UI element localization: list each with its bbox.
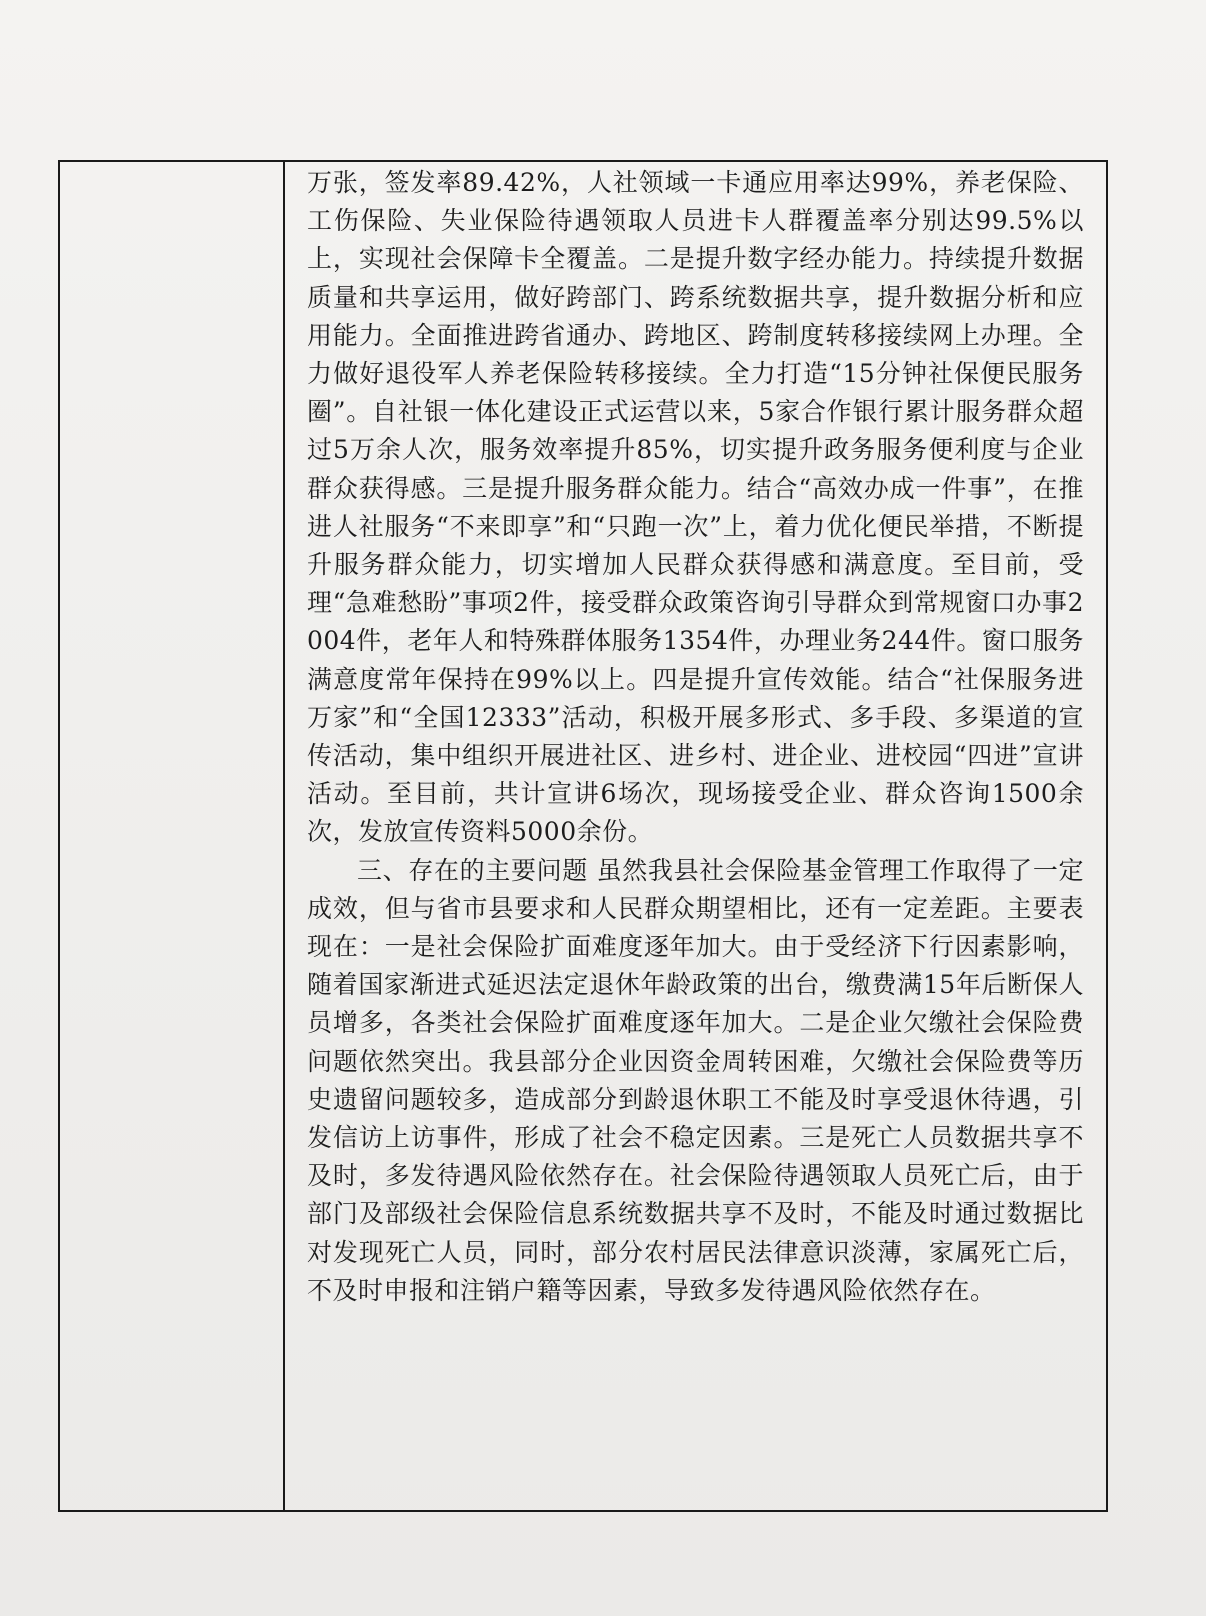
paragraph-progress: 万张，签发率89.42%，人社领域一卡通应用率达99%，养老保险、工伤保险、失业保险待遇领取人员进卡人群覆盖率分别达99.5%以上，实现社会保障卡全覆盖。二是提升数字经办能力。持续提升数据质量和共享运用，做好跨部门、跨系统数据共享，提升数据分析和应用能力。全面推进跨省通办、跨地区、跨制度转移接续网上办理。全力做好退役军人养老保险转移接续。全力打造“15分钟社保便民服务圈”。自社银一体化建设正式运营以来，5家合作银行累计服务群众超过5万余人次，服务效率提升85%，切实提升政务服务便利度与企业群众获得感。三是提升服务群众能力。结合“高效办成一件事”，在推进人社服务“不来即享”和“只跑一次”上，着力优化便民举措，不断提升服务群众能力，切实增加人民群众获得感和满意度。至目前，受理“急难愁盼”事项2件，接受群众政策咨询引导群众到常规窗口办事2004件，老年人和特殊群体服务1354件，办理业务244件。窗口服务满意度常年保持在99%以上。四是提升宣传效能。结合“社保服务进万家”和“全国12333”活动，积极开展多形式、多手段、多渠道的宣传活动，集中组织开展进社区、进乡村、进企业、进校园“四进”宣讲活动。至目前，共计宣讲6场次，现场接受企业、群众咨询1500余次，发放宣传资料5000余份。 — [307, 168, 1084, 847]
table-frame — [58, 160, 1108, 1512]
section-heading-problems: 三、存在的主要问题 — [357, 855, 588, 885]
table-content-cell — [289, 162, 1106, 1510]
paragraph-problems — [307, 852, 1084, 1310]
paragraph-problems-body: 虽然我县社会保险基金管理工作取得了一定成效，但与省市县要求和人民群众期望相比，还有一定差距。主要表现在：一是社会保险扩面难度逐年加大。由于受经济下行因素影响，随着国家渐进式延迟法定退休年龄政策的出台，缴费满15年后断保人员增多，各类社会保险扩面难度逐年加大。二是企业欠缴社会保险费问题依然突出。我县部分企业因资金周转困难，欠缴社会保险费等历史遗留问题较多，造成部分到龄退休职工不能及时享受退休待遇，引发信访上访事件，形成了社会不稳定因素。三是死亡人员数据共享不及时，多发待遇风险依然存在。社会保险待遇领取人员死亡后，由于部门及部级社会保险信息系统数据共享不及时，不能及时通过数据比对发现死亡人员，同时，部分农村居民法律意识淡薄，家属死亡后，不及时申报和注销户籍等因素，导致多发待遇风险依然存在。 — [307, 855, 1084, 1305]
table-label-cell — [60, 162, 285, 1510]
